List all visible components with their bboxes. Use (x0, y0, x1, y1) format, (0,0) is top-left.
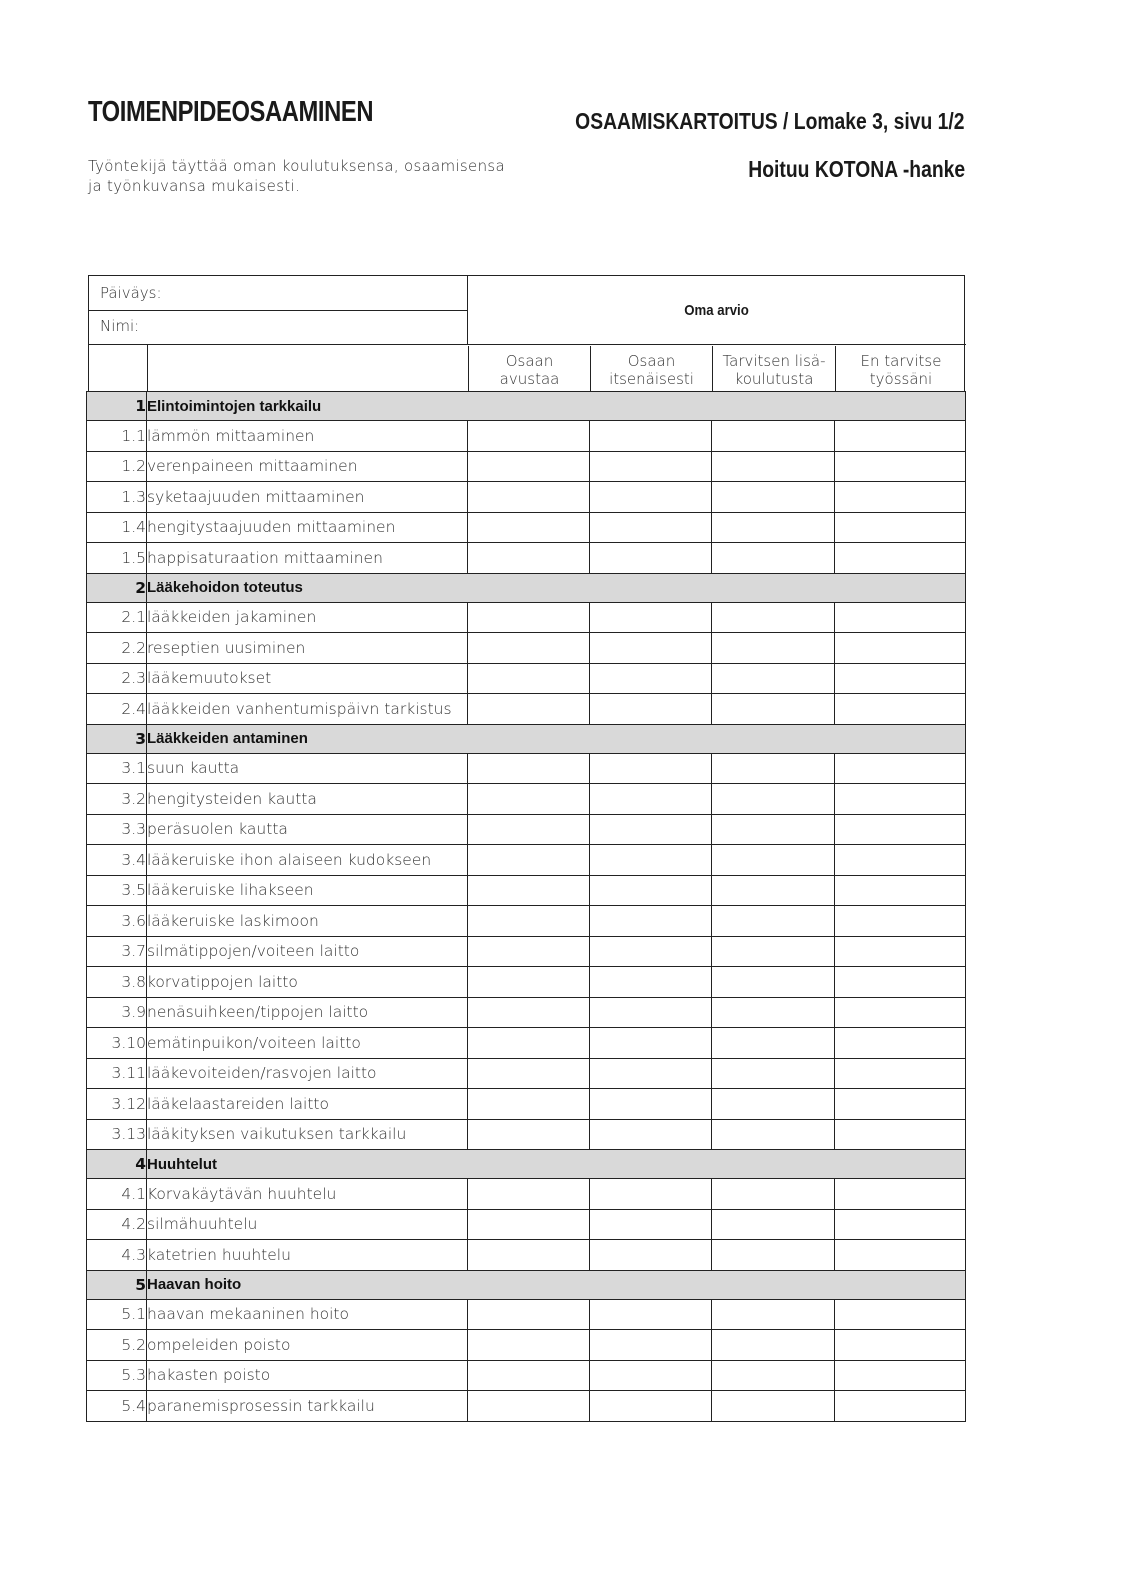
assessment-cell-can-assist[interactable] (468, 1391, 590, 1422)
skill-label: silmähuuhtelu (147, 1209, 468, 1240)
section-header-fill (590, 1270, 712, 1299)
skill-row (87, 1209, 966, 1240)
assessment-cell-not-needed[interactable] (835, 1330, 966, 1361)
assessment-cell-can-assist[interactable] (468, 1179, 590, 1210)
skill-row (87, 1391, 966, 1422)
section-title: Haavan hoito (147, 1270, 468, 1299)
skill-number: 3.2 (87, 784, 147, 815)
assessment-cell-independent[interactable] (590, 421, 712, 452)
assessment-cell-can-assist[interactable] (468, 543, 590, 574)
skill-label: lääkkeiden jakaminen (147, 602, 468, 633)
skill-number: 3.5 (87, 875, 147, 906)
skill-label: katetrien huuhtelu (147, 1240, 468, 1271)
assessment-cell-not-needed[interactable] (835, 482, 966, 513)
skill-row (87, 753, 966, 784)
assessment-cell-need-training[interactable] (712, 1028, 835, 1059)
assessment-cell-not-needed[interactable] (835, 967, 966, 998)
assessment-cell-not-needed[interactable] (835, 784, 966, 815)
skill-row (87, 967, 966, 998)
skill-number: 2.4 (87, 694, 147, 725)
skill-label: lääkkeiden vanhentumispäivn tarkistus (147, 694, 468, 725)
assessment-cell-can-assist[interactable] (468, 694, 590, 725)
name-label: Nimi: (100, 317, 140, 335)
skill-row (87, 633, 966, 664)
skill-number: 2.2 (87, 633, 147, 664)
assessment-cell-need-training[interactable] (712, 1058, 835, 1089)
skill-label: lämmön mittaaminen (147, 421, 468, 452)
skill-number: 3.8 (87, 967, 147, 998)
skill-label: Korvakäytävän huuhtelu (147, 1179, 468, 1210)
assessment-cell-need-training[interactable] (712, 814, 835, 845)
self-assessment-heading: Oma arvio (684, 301, 749, 319)
section-header-fill (835, 392, 966, 421)
assessment-cell-not-needed[interactable] (835, 1240, 966, 1271)
assessment-cell-not-needed[interactable] (835, 936, 966, 967)
skill-row (87, 602, 966, 633)
skill-number: 5.4 (87, 1391, 147, 1422)
assessment-cell-independent[interactable] (590, 997, 712, 1028)
column-header-line: koulutusta (734, 369, 814, 388)
assessment-cell-need-training[interactable] (712, 1360, 835, 1391)
assessment-cell-need-training[interactable] (712, 543, 835, 574)
skill-label: suun kautta (147, 753, 468, 784)
section-number: 2 (87, 573, 147, 602)
date-label: Päiväys: (100, 284, 162, 302)
column-header-line: Tarvitsen lisä- (722, 351, 826, 370)
section-header-fill (468, 1150, 590, 1179)
section-header-row (87, 392, 966, 421)
assessment-cell-can-assist[interactable] (468, 936, 590, 967)
assessment-cell-need-training[interactable] (712, 997, 835, 1028)
column-header-line: En tarvitse (860, 351, 942, 370)
skill-number: 5.3 (87, 1360, 147, 1391)
skill-row (87, 936, 966, 967)
assessment-cell-not-needed[interactable] (835, 997, 966, 1028)
section-header-fill (835, 573, 966, 602)
section-header-fill (712, 573, 835, 602)
assessment-cell-can-assist[interactable] (468, 1119, 590, 1150)
section-header-fill (835, 1150, 966, 1179)
skill-row (87, 1179, 966, 1210)
skill-row (87, 1119, 966, 1150)
skill-number: 3.9 (87, 997, 147, 1028)
assessment-cell-not-needed[interactable] (835, 633, 966, 664)
assessment-cell-can-assist[interactable] (468, 1299, 590, 1330)
skill-number: 1.3 (87, 482, 147, 513)
assessment-cell-independent[interactable] (590, 967, 712, 998)
section-title: Huuhtelut (147, 1150, 468, 1179)
skill-label: emätinpuikon/voiteen laitto (147, 1028, 468, 1059)
section-number: 1 (87, 392, 147, 421)
skill-label: nenäsuihkeen/tippojen laitto (147, 997, 468, 1028)
assessment-cell-can-assist[interactable] (468, 512, 590, 543)
skill-label: lääkeruiske lihakseen (147, 875, 468, 906)
assessment-cell-not-needed[interactable] (835, 1119, 966, 1150)
assessment-cell-need-training[interactable] (712, 1391, 835, 1422)
assessment-cell-independent[interactable] (590, 1240, 712, 1271)
identity-fields (89, 276, 468, 344)
skill-label: hengitystaajuuden mittaaminen (147, 512, 468, 543)
skill-row (87, 482, 966, 513)
skill-label: ompeleiden poisto (147, 1330, 468, 1361)
section-header-fill (468, 1270, 590, 1299)
skill-number: 3.4 (87, 845, 147, 876)
assessment-cell-need-training[interactable] (712, 784, 835, 815)
assessment-cell-independent[interactable] (590, 784, 712, 815)
skill-number: 4.2 (87, 1209, 147, 1240)
assessment-cell-independent[interactable] (590, 1119, 712, 1150)
section-header-fill (468, 724, 590, 753)
assessment-cell-not-needed[interactable] (835, 845, 966, 876)
skill-number: 3.11 (87, 1058, 147, 1089)
section-number: 4 (87, 1150, 147, 1179)
divider (89, 344, 966, 345)
divider (147, 344, 148, 393)
skill-row (87, 421, 966, 452)
assessment-cell-need-training[interactable] (712, 967, 835, 998)
assessment-cell-need-training[interactable] (712, 1330, 835, 1361)
assessment-cell-independent[interactable] (590, 875, 712, 906)
column-header-independent (590, 346, 712, 393)
skill-label: lääkelaastareiden laitto (147, 1089, 468, 1120)
section-header-fill (835, 1270, 966, 1299)
assessment-cell-independent[interactable] (590, 694, 712, 725)
skill-row (87, 694, 966, 725)
skill-row (87, 906, 966, 937)
assessment-cell-need-training[interactable] (712, 1089, 835, 1120)
assessment-cell-need-training[interactable] (712, 694, 835, 725)
assessment-cell-can-assist[interactable] (468, 602, 590, 633)
assessment-cell-independent[interactable] (590, 1089, 712, 1120)
assessment-cell-need-training[interactable] (712, 421, 835, 452)
skill-label: lääkityksen vaikutuksen tarkkailu (147, 1119, 468, 1150)
form-header (88, 275, 965, 392)
assessment-cell-independent[interactable] (590, 663, 712, 694)
section-header-fill (590, 392, 712, 421)
skill-number: 5.1 (87, 1299, 147, 1330)
assessment-cell-can-assist[interactable] (468, 633, 590, 664)
section-header-fill (590, 724, 712, 753)
section-header-fill (712, 392, 835, 421)
column-header-not-needed (835, 346, 966, 393)
skill-label: verenpaineen mittaaminen (147, 451, 468, 482)
assessment-cell-can-assist[interactable] (468, 1360, 590, 1391)
skill-row (87, 1330, 966, 1361)
assessment-cell-can-assist[interactable] (468, 845, 590, 876)
column-header-line: Osaan (505, 351, 554, 370)
assessment-cell-can-assist[interactable] (468, 1058, 590, 1089)
assessment-cell-independent[interactable] (590, 451, 712, 482)
skill-row (87, 1089, 966, 1120)
assessment-cell-can-assist[interactable] (468, 482, 590, 513)
assessment-cell-not-needed[interactable] (835, 1179, 966, 1210)
assessment-cell-need-training[interactable] (712, 845, 835, 876)
skill-label: paranemisprosessin tarkkailu (147, 1391, 468, 1422)
skill-label: haavan mekaaninen hoito (147, 1299, 468, 1330)
assessment-cell-can-assist[interactable] (468, 1028, 590, 1059)
skill-row (87, 845, 966, 876)
skill-label: hakasten poisto (147, 1360, 468, 1391)
column-header-line: avustaa (499, 369, 560, 388)
instructions-line: Työntekijä täyttää oman koulutuksensa, osaamisensa (88, 157, 505, 175)
assessment-cell-not-needed[interactable] (835, 906, 966, 937)
skill-number: 4.1 (87, 1179, 147, 1210)
skill-number: 3.13 (87, 1119, 147, 1150)
section-number: 3 (87, 724, 147, 753)
assessment-cell-need-training[interactable] (712, 1179, 835, 1210)
skill-label: happisaturaation mittaaminen (147, 543, 468, 574)
assessment-cell-independent[interactable] (590, 1028, 712, 1059)
instructions-line: ja työnkuvansa mukaisesti. (88, 177, 301, 195)
assessment-cell-independent[interactable] (590, 936, 712, 967)
skill-label: lääkevoiteiden/rasvojen laitto (147, 1058, 468, 1089)
assessment-cell-need-training[interactable] (712, 1119, 835, 1150)
skill-row (87, 663, 966, 694)
assessment-cell-not-needed[interactable] (835, 694, 966, 725)
assessment-cell-need-training[interactable] (712, 875, 835, 906)
section-header-row (87, 724, 966, 753)
skill-label: reseptien uusiminen (147, 633, 468, 664)
section-header-fill (468, 573, 590, 602)
skill-label: peräsuolen kautta (147, 814, 468, 845)
assessment-cell-independent[interactable] (590, 633, 712, 664)
assessment-cell-not-needed[interactable] (835, 814, 966, 845)
assessment-cell-can-assist[interactable] (468, 967, 590, 998)
skill-number: 3.6 (87, 906, 147, 937)
assessment-cell-can-assist[interactable] (468, 663, 590, 694)
assessment-cell-not-needed[interactable] (835, 663, 966, 694)
section-header-fill (712, 1150, 835, 1179)
page-title: TOIMENPIDEOSAAMINEN (88, 96, 374, 128)
skill-number: 5.2 (87, 1330, 147, 1361)
skill-label: lääkemuutokset (147, 663, 468, 694)
assessment-cell-independent[interactable] (590, 1299, 712, 1330)
skills-table (86, 391, 966, 1422)
divider (89, 310, 468, 311)
assessment-cell-not-needed[interactable] (835, 1360, 966, 1391)
assessment-cell-independent[interactable] (590, 482, 712, 513)
section-title: Elintoimintojen tarkkailu (147, 392, 468, 421)
skill-number: 3.3 (87, 814, 147, 845)
column-header-line: työssäni (869, 369, 933, 388)
assessment-cell-independent[interactable] (590, 1179, 712, 1210)
assessment-cell-can-assist[interactable] (468, 906, 590, 937)
assessment-cell-not-needed[interactable] (835, 1299, 966, 1330)
assessment-cell-need-training[interactable] (712, 906, 835, 937)
skill-row (87, 1240, 966, 1271)
column-header-can-assist (468, 346, 590, 393)
skill-number: 3.12 (87, 1089, 147, 1120)
assessment-cell-need-training[interactable] (712, 451, 835, 482)
assessment-cell-independent[interactable] (590, 753, 712, 784)
assessment-cell-independent[interactable] (590, 906, 712, 937)
skills-table-body (87, 392, 966, 1422)
assessment-cell-independent[interactable] (590, 1209, 712, 1240)
section-header-fill (712, 1270, 835, 1299)
assessment-cell-need-training[interactable] (712, 512, 835, 543)
assessment-cell-not-needed[interactable] (835, 1028, 966, 1059)
skill-label: syketaajuuden mittaaminen (147, 482, 468, 513)
skill-number: 1.5 (87, 543, 147, 574)
section-header-row (87, 1270, 966, 1299)
skill-number: 2.3 (87, 663, 147, 694)
skill-label: korvatippojen laitto (147, 967, 468, 998)
assessment-cell-independent[interactable] (590, 543, 712, 574)
assessment-cell-independent[interactable] (590, 1330, 712, 1361)
skill-number: 4.3 (87, 1240, 147, 1271)
assessment-cell-independent[interactable] (590, 814, 712, 845)
assessment-cell-not-needed[interactable] (835, 543, 966, 574)
assessment-cell-independent[interactable] (590, 602, 712, 633)
skill-row (87, 1028, 966, 1059)
section-header-row (87, 573, 966, 602)
skill-number: 1.1 (87, 421, 147, 452)
assessment-cell-not-needed[interactable] (835, 602, 966, 633)
assessment-cell-independent[interactable] (590, 1058, 712, 1089)
assessment-cell-can-assist[interactable] (468, 1209, 590, 1240)
assessment-cell-independent[interactable] (590, 1360, 712, 1391)
skill-number: 3.7 (87, 936, 147, 967)
section-header-fill (590, 1150, 712, 1179)
assessment-cell-not-needed[interactable] (835, 451, 966, 482)
assessment-cell-can-assist[interactable] (468, 1240, 590, 1271)
assessment-cell-can-assist[interactable] (468, 753, 590, 784)
assessment-cell-need-training[interactable] (712, 633, 835, 664)
section-header-fill (712, 724, 835, 753)
section-title: Lääkkeiden antaminen (147, 724, 468, 753)
assessment-cell-independent[interactable] (590, 512, 712, 543)
assessment-cell-not-needed[interactable] (835, 421, 966, 452)
assessment-cell-can-assist[interactable] (468, 451, 590, 482)
assessment-cell-independent[interactable] (590, 1391, 712, 1422)
skill-row (87, 997, 966, 1028)
section-header-row (87, 1150, 966, 1179)
assessment-cell-need-training[interactable] (712, 1299, 835, 1330)
instructions-text (88, 156, 558, 196)
section-title: Lääkehoidon toteutus (147, 573, 468, 602)
skill-row (87, 543, 966, 574)
assessment-cell-not-needed[interactable] (835, 1391, 966, 1422)
skill-number: 2.1 (87, 602, 147, 633)
section-header-fill (590, 573, 712, 602)
assessment-cell-need-training[interactable] (712, 663, 835, 694)
assessment-cell-can-assist[interactable] (468, 1330, 590, 1361)
assessment-cell-need-training[interactable] (712, 482, 835, 513)
assessment-cell-not-needed[interactable] (835, 1209, 966, 1240)
assessment-cell-can-assist[interactable] (468, 997, 590, 1028)
assessment-cell-can-assist[interactable] (468, 1089, 590, 1120)
assessment-cell-independent[interactable] (590, 845, 712, 876)
assessment-cell-need-training[interactable] (712, 1240, 835, 1271)
skill-label: hengitysteiden kautta (147, 784, 468, 815)
skill-row (87, 1058, 966, 1089)
skill-label: lääkeruiske ihon alaiseen kudokseen (147, 845, 468, 876)
project-name: Hoituu KOTONA -hanke (748, 156, 965, 182)
skill-label: silmätippojen/voiteen laitto (147, 936, 468, 967)
assessment-cell-need-training[interactable] (712, 936, 835, 967)
assessment-cell-need-training[interactable] (712, 602, 835, 633)
column-header-need-training (712, 346, 835, 393)
skill-row (87, 451, 966, 482)
section-header-fill (468, 392, 590, 421)
skill-row (87, 1299, 966, 1330)
assessment-cell-not-needed[interactable] (835, 875, 966, 906)
skill-row (87, 1360, 966, 1391)
skill-label: lääkeruiske laskimoon (147, 906, 468, 937)
assessment-cell-can-assist[interactable] (468, 421, 590, 452)
skill-row (87, 814, 966, 845)
assessment-cell-need-training[interactable] (712, 1209, 835, 1240)
skill-row (87, 784, 966, 815)
form-identifier: OSAAMISKARTOITUS / Lomake 3, sivu 1/2 (575, 108, 965, 134)
assessment-cell-can-assist[interactable] (468, 784, 590, 815)
skill-number: 1.4 (87, 512, 147, 543)
column-header-line: itsenäisesti (609, 369, 694, 388)
skill-number: 3.1 (87, 753, 147, 784)
assessment-cell-not-needed[interactable] (835, 512, 966, 543)
assessment-cell-not-needed[interactable] (835, 1058, 966, 1089)
assessment-cell-can-assist[interactable] (468, 875, 590, 906)
skill-number: 3.10 (87, 1028, 147, 1059)
assessment-cell-can-assist[interactable] (468, 814, 590, 845)
assessment-cell-need-training[interactable] (712, 753, 835, 784)
assessment-cell-not-needed[interactable] (835, 1089, 966, 1120)
section-header-fill (835, 724, 966, 753)
skill-number: 1.2 (87, 451, 147, 482)
skill-row (87, 875, 966, 906)
assessment-cell-not-needed[interactable] (835, 753, 966, 784)
skill-row (87, 512, 966, 543)
column-header-line: Osaan (627, 351, 676, 370)
section-number: 5 (87, 1270, 147, 1299)
